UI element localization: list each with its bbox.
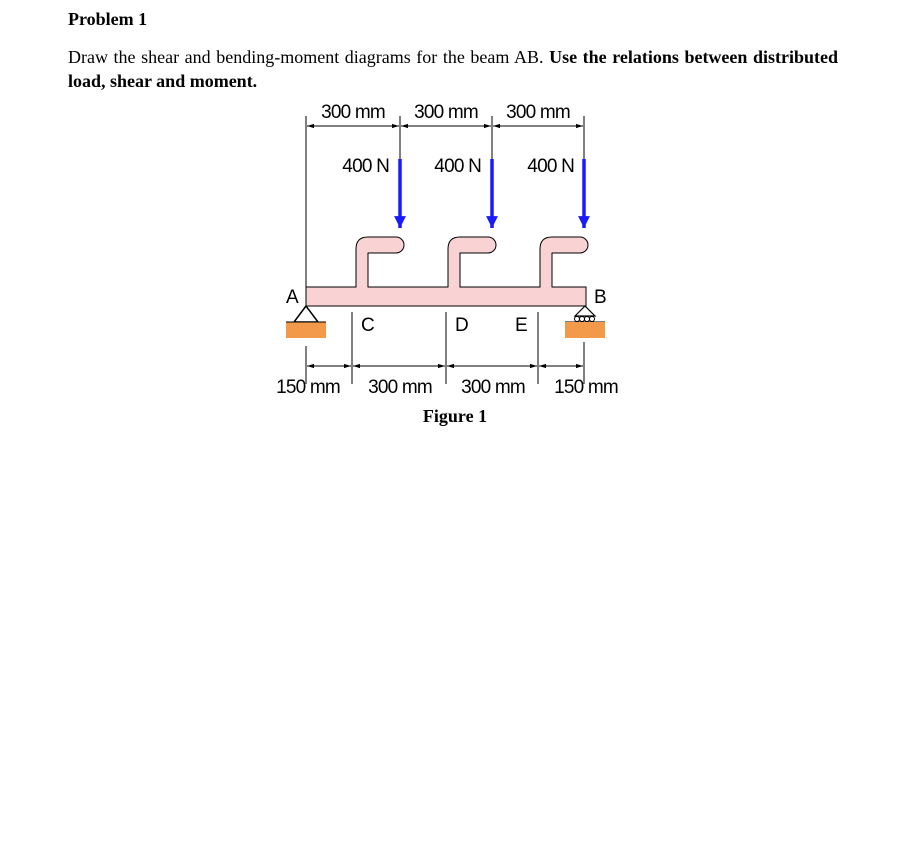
figure-caption-text: Figure 1 <box>422 406 488 426</box>
load-label-1: 400 N <box>342 156 389 177</box>
bottom-dim-label-2: 300 mm <box>368 377 432 398</box>
label-b: B <box>594 287 606 308</box>
problem-title: Problem 1 <box>68 9 148 29</box>
top-dim-label-3: 300 mm <box>506 102 570 123</box>
label-a: A <box>286 287 298 308</box>
support-a-pin <box>286 306 326 338</box>
load-label-3: 400 N <box>527 156 574 177</box>
statement-plain: Draw the shear and bending-moment diagrams for the beam AB. <box>68 47 544 67</box>
section-markers <box>306 312 584 384</box>
top-dim-label-2: 300 mm <box>414 102 478 123</box>
bottom-dim-label-1: 150 mm <box>276 377 340 398</box>
bottom-dim-label-4: 150 mm <box>554 377 618 398</box>
support-b-roller <box>565 306 605 338</box>
label-e: E <box>515 315 527 336</box>
label-c: C <box>361 315 374 336</box>
label-d: D <box>455 315 468 336</box>
load-label-2: 400 N <box>434 156 481 177</box>
beam-body <box>306 237 588 306</box>
statement-bold: Use the relations between distributed load, shear and moment. <box>68 47 839 91</box>
bottom-dim-label-3: 300 mm <box>461 377 525 398</box>
figure-caption <box>0 406 906 427</box>
top-dim-label-1: 300 mm <box>321 102 385 123</box>
